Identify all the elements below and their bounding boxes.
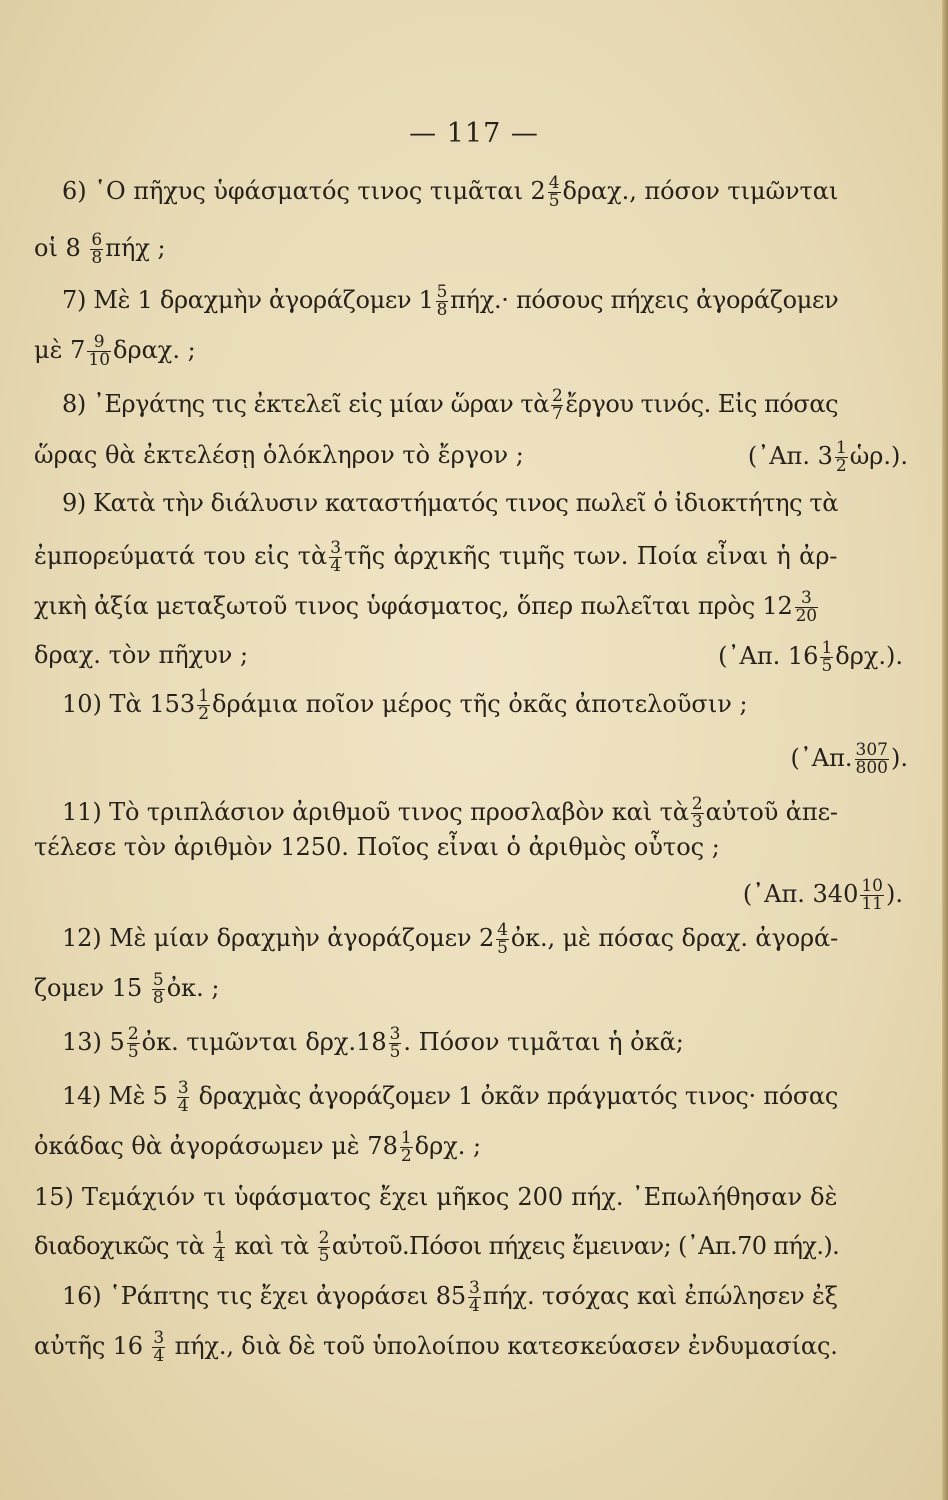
- text-run: 11) Τὸ τριπλάσιον ἀριθμοῦ τινος προσλαβὸν καὶ τὰ: [62, 798, 689, 826]
- text-run: πήχ.· πόσους πήχεις ἀγοράζομεν: [450, 286, 839, 314]
- text-run: ὡρ.).: [849, 442, 908, 470]
- text-run: ἐμπορεύματά του εἰς τὰ: [34, 542, 328, 570]
- problem-11-line-1: [62, 796, 838, 831]
- text-run: διαδοχικῶς τὰ: [34, 1232, 212, 1260]
- fraction-numerator: 4: [497, 920, 508, 940]
- fraction-numerator: 5: [152, 970, 164, 990]
- problem-15-line-1: [34, 1182, 838, 1212]
- fraction-denominator: 2: [835, 456, 847, 476]
- problem-11-line-3: [743, 878, 903, 913]
- fraction: [87, 334, 111, 369]
- fraction: [436, 284, 449, 319]
- fraction-numerator: 3: [389, 1024, 401, 1044]
- text-run: (᾿Απ. 340: [742, 880, 859, 908]
- fraction-denominator: 4: [214, 1246, 225, 1266]
- problem-10-line-2: [790, 742, 908, 777]
- text-run: ὀκ., μὲ πόσας δραχ. ἀγορά-: [510, 924, 839, 952]
- problem-12-line-2: [34, 972, 220, 1007]
- fraction-numerator: 1: [400, 1128, 412, 1148]
- text-run: ζομεν 15: [34, 974, 150, 1002]
- text-run: (᾿Απ. 3: [747, 442, 833, 470]
- fraction-denominator: 5: [548, 191, 560, 211]
- fraction-denominator: 5: [318, 1246, 329, 1266]
- text-run: δράμια ποῖον μέρος τῆς ὀκᾶς ἀποτελοῦσιν ;: [212, 690, 748, 718]
- fraction: [152, 972, 165, 1007]
- text-run: ).: [886, 880, 903, 908]
- fraction-numerator: 1: [835, 438, 847, 458]
- problem-14-line-1: [62, 1080, 838, 1115]
- fraction-numerator: 6: [91, 230, 103, 250]
- problem-13-line-1: [62, 1026, 684, 1061]
- fraction-numerator: 4: [548, 173, 560, 193]
- fraction-numerator: 307: [855, 740, 888, 760]
- text-run: 8) ᾿Εργάτης τις ἐκτελεῖ εἰς μίαν ὥραν τὰ: [62, 390, 550, 418]
- text-run: καὶ τὰ: [227, 1232, 316, 1260]
- fraction-denominator: 10: [88, 350, 111, 370]
- problem-10-line-1: [62, 688, 748, 723]
- problem-16-line-2: [34, 1330, 838, 1365]
- fraction: [127, 1026, 140, 1061]
- fraction-denominator: 800: [855, 758, 888, 778]
- text-run: (᾿Απ.: [790, 744, 853, 772]
- fraction: [548, 175, 561, 210]
- fraction-denominator: 4: [177, 1096, 189, 1116]
- fraction-denominator: 5: [821, 656, 833, 676]
- text-run: 9) Κατὰ τὴν διάλυσιν καταστήματός τινος πωλεῖ ὁ ἰδιοκτήτης τὰ: [62, 489, 839, 517]
- fraction-denominator: 8: [152, 988, 164, 1008]
- problem-12-line-1: [62, 922, 838, 957]
- fraction: [468, 1280, 481, 1315]
- problem-6-line-1: [62, 175, 838, 210]
- text-run: 13) 5: [62, 1028, 125, 1056]
- problem-6-line-2: [34, 232, 166, 267]
- text-run: δραχ. τὸν πῆχυν ;: [34, 641, 249, 669]
- text-run: δραχ., πόσον τιμῶνται: [562, 177, 839, 205]
- text-run: πήχ., διὰ δὲ τοῦ ὑπολοίπου κατεσκεύασεν ἐνδυμασίας.: [167, 1332, 838, 1360]
- text-run: ).: [891, 744, 908, 772]
- problem-15-line-2: [34, 1230, 839, 1265]
- text-run: οἱ 8: [34, 234, 89, 262]
- fraction: [177, 1080, 190, 1115]
- fraction-numerator: 5: [436, 282, 448, 302]
- text-run: δρχ.).: [835, 642, 903, 670]
- text-run: 7) Μὲ 1 δραχμὴν ἀγοράζομεν 1: [62, 286, 434, 314]
- problem-14-line-2: [34, 1130, 481, 1165]
- fraction-numerator: 1: [821, 638, 833, 658]
- fraction-numerator: 10: [861, 876, 883, 896]
- fraction: [389, 1026, 402, 1061]
- fraction-numerator: 1: [198, 686, 210, 706]
- fraction-numerator: 3: [330, 538, 342, 558]
- fraction: [197, 688, 210, 723]
- text-run: δραχμὰς ἀγοράζομεν 1 ὀκᾶν πράγματός τινος· πόσας: [191, 1082, 838, 1110]
- fraction-denominator: 5: [497, 938, 508, 958]
- fraction: [400, 1130, 413, 1165]
- fraction: [855, 742, 889, 777]
- fraction: [795, 590, 818, 625]
- text-run: πήχ ;: [105, 234, 166, 262]
- text-run: πήχ. τσόχας καὶ ἐπώλησεν ἐξ: [482, 1282, 838, 1310]
- fraction: [835, 440, 848, 475]
- fraction-denominator: 2: [198, 704, 210, 724]
- text-run: ὀκ. τιμῶνται δρχ.18: [141, 1028, 387, 1056]
- fraction-denominator: 4: [469, 1296, 480, 1316]
- fraction-denominator: 20: [795, 606, 817, 626]
- problem-9-line-2: [34, 540, 838, 575]
- text-run: 16) ῾Ράπτης τις ἔχει ἀγοράσει 85: [62, 1282, 467, 1310]
- text-run: ὀκ. ;: [166, 974, 220, 1002]
- text-run: (᾿Απ. 16: [718, 642, 819, 670]
- text-run: αὐτῆς 16: [34, 1332, 151, 1360]
- text-run: 6) ῾Ο πῆχυς ὑφάσματός τινος τιμᾶται 2: [62, 177, 546, 205]
- text-run: 14) Μὲ 5: [62, 1082, 175, 1110]
- fraction-numerator: 9: [87, 334, 111, 352]
- fraction-denominator: 8: [91, 248, 103, 268]
- text-run: 12) Μὲ μίαν δραχμὴν ἀγοράζομεν 2: [62, 924, 495, 952]
- problem-9-line-3: [34, 590, 820, 625]
- text-run: τέλεσε τὸν ἀριθμὸν 1250. Ποῖος εἶναι ὁ ἀριθμὸς οὗτος ;: [34, 833, 720, 861]
- problem-9-line-4: [34, 640, 248, 670]
- text-run: ὥρας θὰ ἐκτελέσῃ ὁλόκληρον τὸ ἔργον ;: [34, 441, 524, 469]
- fraction-numerator: 3: [177, 1078, 189, 1098]
- fraction-numerator: 2: [127, 1024, 139, 1044]
- fraction: [329, 540, 342, 575]
- text-run: 15) Τεμάχιόν τι ὑφάσματος ἔχει μῆκος 200 πήχ. ᾿Επωλήθησαν δὲ: [34, 1183, 838, 1211]
- fraction-denominator: 3: [691, 812, 703, 832]
- text-run: αὐτοῦ.Πόσοι πήχεις ἔμειναν; (᾿Απ.70 πήχ.).: [331, 1232, 840, 1260]
- text-run: ὀκάδας θὰ ἀγοράσωμεν μὲ 78: [34, 1132, 398, 1160]
- fraction-denominator: 7: [552, 404, 563, 424]
- text-run: τῆς ἀρχικῆς τιμῆς των. Ποία εἶναι ἡ ἀρ-: [344, 542, 838, 570]
- fraction: [90, 232, 103, 267]
- text-run: 10) Τὰ 153: [62, 690, 196, 718]
- fraction-denominator: 5: [389, 1042, 401, 1062]
- fraction-numerator: 2: [691, 794, 703, 814]
- text-run: δραχ. ;: [113, 336, 196, 364]
- text-run: αὐτοῦ ἀπε-: [705, 798, 838, 826]
- problem-8-line-2: [34, 440, 524, 470]
- page-edge: [942, 0, 948, 1500]
- text-run: δρχ. ;: [414, 1132, 482, 1160]
- fraction: [152, 1330, 165, 1365]
- fraction: [496, 922, 509, 957]
- fraction: [213, 1230, 225, 1265]
- fraction-numerator: 3: [795, 590, 818, 608]
- problem-7-line-1: [62, 284, 838, 319]
- text-run: χικὴ ἀξία μεταξωτοῦ τινος ὑφάσματος, ὅπερ πωλεῖται πρὸς 12: [34, 592, 793, 620]
- problem-7-line-2: [34, 334, 196, 369]
- fraction-numerator: 1: [214, 1228, 225, 1248]
- fraction-denominator: 11: [861, 894, 883, 914]
- text-run: . Πόσον τιμᾶται ἡ ὀκᾶ;: [403, 1028, 684, 1056]
- fraction-denominator: 4: [330, 556, 342, 576]
- problem-16-line-1: [62, 1280, 838, 1315]
- fraction-denominator: 4: [153, 1346, 165, 1366]
- fraction-numerator: 2: [552, 386, 563, 406]
- fraction-denominator: 2: [400, 1146, 412, 1166]
- fraction: [318, 1230, 330, 1265]
- fraction-denominator: 5: [127, 1042, 139, 1062]
- text-run: μὲ 7: [34, 336, 86, 364]
- text-run: ἔργου τινός. Εἰς πόσας: [565, 390, 839, 418]
- problem-8-line-3: [748, 440, 908, 475]
- problem-9-line-1: [62, 488, 838, 518]
- fraction: [820, 640, 833, 675]
- fraction: [691, 796, 704, 831]
- problem-8-line-1: [62, 388, 838, 423]
- problem-9-line-5: [718, 640, 903, 675]
- fraction-numerator: 2: [318, 1228, 329, 1248]
- problem-11-line-2: [34, 832, 720, 862]
- fraction: [860, 878, 884, 913]
- fraction-denominator: 8: [436, 300, 448, 320]
- page-number: — 117 —: [409, 118, 539, 149]
- fraction-numerator: 3: [153, 1328, 165, 1348]
- fraction: [551, 388, 563, 423]
- fraction-numerator: 3: [469, 1278, 480, 1298]
